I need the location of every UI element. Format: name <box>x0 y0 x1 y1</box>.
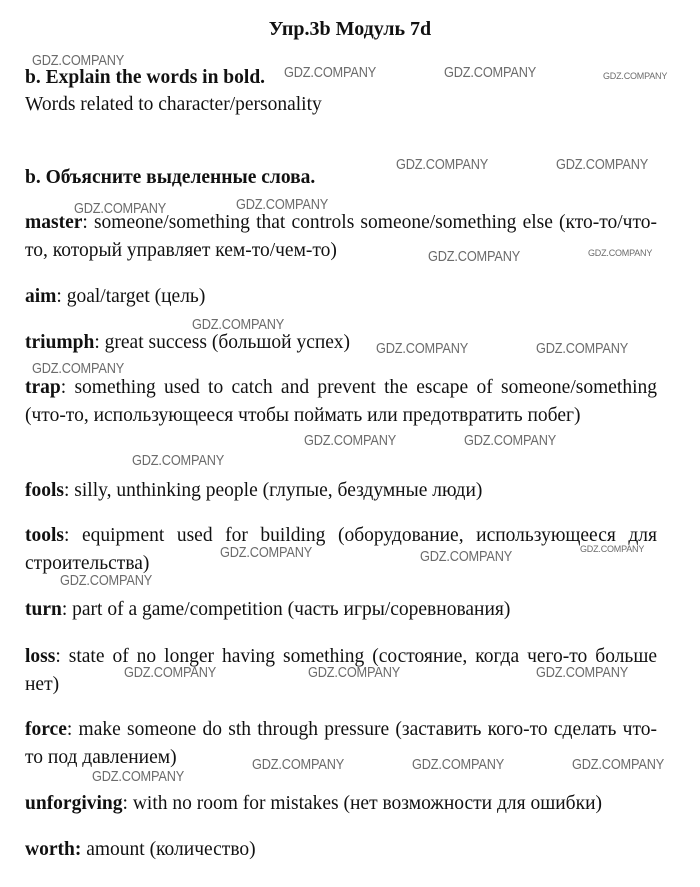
section-subtitle: Words related to character/personality <box>25 94 322 115</box>
entry-tools <box>25 522 657 578</box>
entry-term: force <box>25 719 67 740</box>
watermark: GDZ.COMPANY <box>284 64 377 81</box>
entry-definition: : part of a game/competition (часть игры/соревнования) <box>61 599 511 620</box>
watermark: GDZ.COMPANY <box>32 360 125 377</box>
entry-term: fools <box>25 480 64 501</box>
watermark: GDZ.COMPANY <box>396 156 489 173</box>
entry-trap <box>25 374 657 430</box>
entry-term: trap <box>25 377 61 398</box>
watermark: GDZ.COMPANY <box>536 664 629 681</box>
entry-fools <box>25 477 657 505</box>
watermark: GDZ.COMPANY <box>603 71 668 81</box>
watermark: GDZ.COMPANY <box>420 548 513 565</box>
watermark: GDZ.COMPANY <box>444 64 537 81</box>
entry-worth <box>25 836 657 864</box>
entry-turn <box>25 596 657 624</box>
entry-definition: : someone/something that controls someone/something else (кто-то/что-то, который управляет кем-то/чем-то) <box>25 212 657 261</box>
watermark: GDZ.COMPANY <box>412 756 505 773</box>
entry-unforgiving <box>25 790 657 818</box>
entry-aim <box>25 283 657 311</box>
watermark: GDZ.COMPANY <box>60 572 153 589</box>
entry-term: turn <box>25 599 62 620</box>
watermark: GDZ.COMPANY <box>32 52 125 69</box>
watermark: GDZ.COMPANY <box>588 248 653 258</box>
entry-definition: : state of no longer having something (состояние, когда чего-то больше нет) <box>25 646 657 695</box>
page-title: Упр.3b Модуль 7d <box>268 18 432 40</box>
watermark: GDZ.COMPANY <box>74 200 167 217</box>
watermark: GDZ.COMPANY <box>556 156 649 173</box>
entry-term: triumph <box>25 332 95 353</box>
entry-term: loss <box>25 646 56 667</box>
watermark: GDZ.COMPANY <box>308 664 401 681</box>
watermark: GDZ.COMPANY <box>304 432 397 449</box>
watermark: GDZ.COMPANY <box>220 544 313 561</box>
section-heading-english: b. Explain the words in bold. <box>25 67 266 88</box>
entry-term: tools <box>25 525 64 546</box>
watermark: GDZ.COMPANY <box>536 340 629 357</box>
entry-definition: amount (количество) <box>81 839 256 860</box>
entry-definition: : make someone do sth through pressure (заставить кого-то сделать что-то под давлением) <box>25 719 657 768</box>
watermark: GDZ.COMPANY <box>464 432 557 449</box>
watermark: GDZ.COMPANY <box>428 248 521 265</box>
entry-term: master <box>25 212 83 233</box>
watermark: GDZ.COMPANY <box>580 544 645 554</box>
entry-term: worth: <box>25 839 82 860</box>
entry-term: unforgiving <box>25 793 123 814</box>
entry-definition: : great success (большой успех) <box>94 332 350 353</box>
entry-master <box>25 209 657 265</box>
watermark: GDZ.COMPANY <box>572 756 665 773</box>
entry-definition: : silly, unthinking people (глупые, бездумные люди) <box>64 480 483 501</box>
watermark: GDZ.COMPANY <box>252 756 345 773</box>
entry-term: aim <box>25 286 57 307</box>
entry-definition: : goal/target (цель) <box>56 286 206 307</box>
watermark: GDZ.COMPANY <box>132 452 225 469</box>
watermark: GDZ.COMPANY <box>124 664 217 681</box>
watermark: GDZ.COMPANY <box>236 196 329 213</box>
entry-definition: : equipment used for building (оборудование, использующееся для строительства) <box>25 525 657 574</box>
section-heading-russian: b. Объясните выделенные слова. <box>25 167 316 188</box>
entry-definition: : with no room for mistakes (нет возможности для ошибки) <box>122 793 602 814</box>
watermark: GDZ.COMPANY <box>192 316 285 333</box>
entry-definition: : something used to catch and prevent the escape of someone/something (что-то, использующееся чтобы поймать или предотвратить побег) <box>25 377 657 426</box>
watermark: GDZ.COMPANY <box>376 340 469 357</box>
watermark: GDZ.COMPANY <box>92 768 185 785</box>
